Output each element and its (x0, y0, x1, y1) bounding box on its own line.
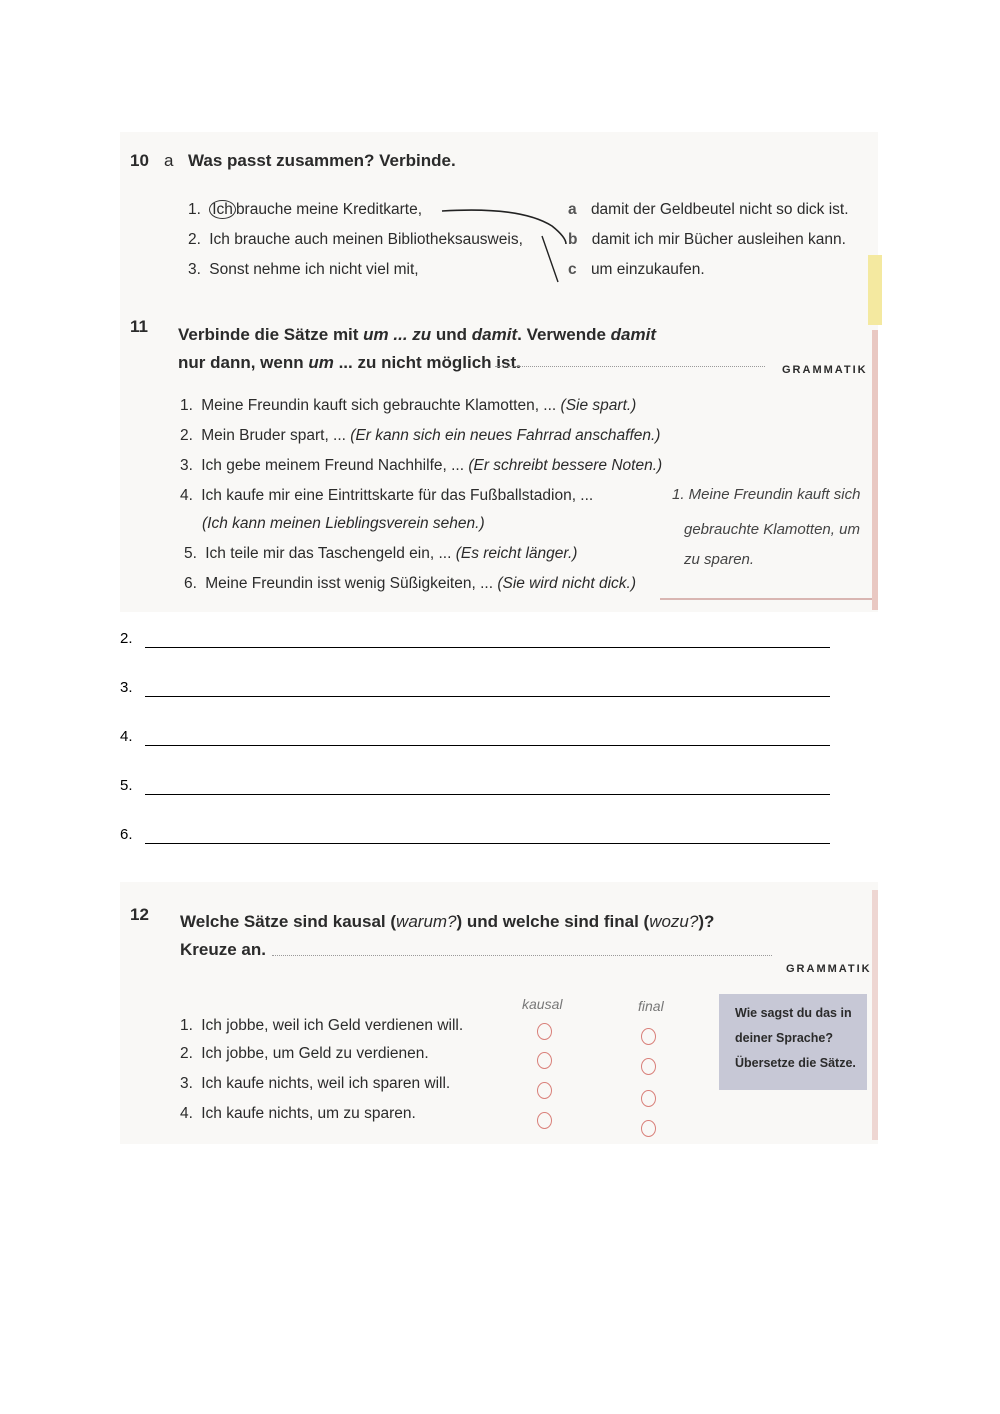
tip-line-3: Übersetze die Sätze. (735, 1056, 856, 1070)
item-text: Ich gebe meinem Freund Nachhilfe, ... (201, 457, 465, 474)
ex11-item-3 (180, 457, 662, 475)
item-hint: (Es reicht länger.) (455, 545, 578, 562)
instr-em: damit (471, 325, 518, 344)
ex10-right-item-b (568, 231, 846, 249)
instr-em: damit (610, 325, 657, 344)
item-text: Meine Freundin isst wenig Süßigkeiten, ... (205, 575, 493, 592)
instr-em: wozu? (649, 912, 699, 931)
item-text: Ich kaufe mir eine Eintrittskarte für das Fußballstadion, ... (201, 487, 594, 504)
item-number: 1. (180, 1017, 193, 1034)
item-text: Ich kaufe nichts, um zu sparen. (201, 1105, 416, 1122)
answer-label-3: 3. (120, 679, 133, 696)
item-number: 4. (180, 1105, 193, 1122)
item-hint: (Er schreibt bessere Noten.) (468, 457, 663, 474)
ex11-example-note-line-1: 1. Meine Freundin kauft sich (672, 486, 861, 503)
ex11-item-5 (184, 545, 577, 563)
ex12-item-1 (180, 1017, 463, 1035)
item-hint: (Er kann sich ein neues Fahrrad anschaffen.) (350, 427, 661, 444)
ex10-number: 10 (130, 151, 149, 170)
item-text: Ich jobbe, weil ich Geld verdienen will. (201, 1017, 464, 1034)
item-text: um einzukaufen. (590, 261, 705, 278)
ex10-left-item-1 (188, 201, 422, 219)
ex12-item-2 (180, 1045, 429, 1063)
answer-label-5: 5. (120, 777, 133, 794)
item-text: brauche meine Kreditkarte, (235, 201, 423, 218)
checkbox-kausal-1[interactable] (537, 1023, 552, 1040)
ex11-instruction-line-2 (178, 353, 521, 373)
match-line-2-c (542, 236, 558, 282)
instr-text: . Verwende (517, 325, 611, 344)
ex10-part-letter: a (164, 151, 174, 170)
ex11-item-2 (180, 427, 660, 445)
instr-em: warum? (396, 912, 457, 931)
circled-word: Ich (209, 200, 236, 219)
item-text: Meine Freundin kauft sich gebrauchte Klamotten, ... (201, 397, 557, 414)
ex10-right-item-a (568, 201, 849, 219)
ex10-left-item-3 (188, 261, 419, 279)
checkbox-kausal-3[interactable] (537, 1082, 552, 1099)
ex11-instruction-line-1 (178, 325, 656, 345)
item-text: damit der Geldbeutel nicht so dick ist. (590, 201, 849, 218)
item-number: 2. (180, 1045, 193, 1062)
checkbox-final-3[interactable] (641, 1090, 656, 1107)
checkbox-final-2[interactable] (641, 1058, 656, 1075)
answer-label-2: 2. (120, 630, 133, 647)
item-hint: (Sie spart.) (560, 397, 637, 414)
ex12-number: 12 (130, 905, 149, 924)
tip-line-2: deiner Sprache? (735, 1031, 833, 1045)
item-number: 1. (188, 201, 201, 218)
ex11-item-6 (184, 575, 636, 593)
tip-line-1: Wie sagst du das in (735, 1006, 852, 1020)
instr-text: ... zu nicht möglich ist. (333, 353, 521, 372)
answer-line-3[interactable] (145, 696, 830, 697)
instr-text: Verbinde die Sätze mit (178, 325, 364, 344)
item-number: 3. (188, 261, 201, 278)
torn-paper-edge (660, 598, 872, 600)
checkbox-final-1[interactable] (641, 1028, 656, 1045)
item-number: 5. (184, 545, 197, 562)
ex12-grammatik-label: GRAMMATIK (786, 963, 872, 975)
instr-em: um (308, 353, 334, 372)
instr-text: Welche Sätze sind kausal ( (180, 912, 397, 931)
item-text: Mein Bruder spart, ... (201, 427, 346, 444)
bottom-side-shadow (872, 890, 878, 1140)
ex12-instruction-line-1 (180, 912, 714, 932)
instr-text: und (431, 325, 472, 344)
answer-line-4[interactable] (145, 745, 830, 746)
item-number: 6. (184, 575, 197, 592)
item-number: 2. (180, 427, 193, 444)
item-text: Sonst nehme ich nicht viel mit, (209, 261, 419, 278)
instr-text: nur dann, wenn (178, 353, 309, 372)
item-letter: a (568, 201, 577, 218)
item-text: Ich brauche auch meinen Bibliotheksausweis, (209, 231, 523, 248)
checkbox-final-4[interactable] (641, 1120, 656, 1137)
ex11-item-1 (180, 397, 636, 415)
ex10-instruction: Was passt zusammen? Verbinde. (188, 151, 456, 170)
item-letter: b (568, 231, 578, 248)
ex11-item-4-hint: (Ich kann meinen Lieblingsverein sehen.) (202, 515, 485, 532)
yellow-edge-accent (868, 255, 882, 325)
answer-label-6: 6. (120, 826, 133, 843)
ex11-item-4 (180, 487, 593, 505)
ex11-grammatik-label: GRAMMATIK (782, 364, 868, 376)
ex10-connecting-lines (430, 200, 570, 290)
instr-em: um ... zu (363, 325, 432, 344)
checkbox-kausal-2[interactable] (537, 1052, 552, 1069)
translation-tip-box (719, 994, 867, 1090)
ex12-item-3 (180, 1075, 450, 1093)
item-text: damit ich mir Bücher ausleihen kann. (591, 231, 846, 248)
item-number: 1. (180, 397, 193, 414)
answer-line-2[interactable] (145, 647, 830, 648)
ex12-dotted-rule (272, 955, 772, 956)
column-header-final: final (638, 998, 664, 1014)
item-number: 3. (180, 457, 193, 474)
item-text: Ich teile mir das Taschengeld ein, ... (205, 545, 452, 562)
ex11-number: 11 (130, 317, 148, 336)
item-hint: (Sie wird nicht dick.) (497, 575, 636, 592)
instr-text: )? (698, 912, 715, 931)
ex11-dotted-rule (495, 366, 765, 367)
side-margin-shadow (872, 330, 878, 610)
ex12-instruction-line-2: Kreuze an. (180, 940, 266, 959)
item-number: 4. (180, 487, 193, 504)
item-letter: c (568, 261, 577, 278)
match-line-1-b (442, 210, 566, 244)
column-header-kausal: kausal (522, 996, 563, 1012)
ex10-right-item-c (568, 261, 705, 279)
ex11-example-note-line-3: zu sparen. (684, 551, 755, 568)
item-text: Ich jobbe, um Geld zu verdienen. (201, 1045, 429, 1062)
ex12-item-4 (180, 1105, 416, 1123)
answer-line-5[interactable] (145, 794, 830, 795)
item-number: 2. (188, 231, 201, 248)
instr-text: ) und welche sind final ( (456, 912, 650, 931)
item-text: Ich kaufe nichts, weil ich sparen will. (201, 1075, 451, 1092)
answer-label-4: 4. (120, 728, 133, 745)
answer-line-6[interactable] (145, 843, 830, 844)
ex11-example-note-line-2: gebrauchte Klamotten, um (684, 521, 860, 538)
checkbox-kausal-4[interactable] (537, 1112, 552, 1129)
item-number: 3. (180, 1075, 193, 1092)
